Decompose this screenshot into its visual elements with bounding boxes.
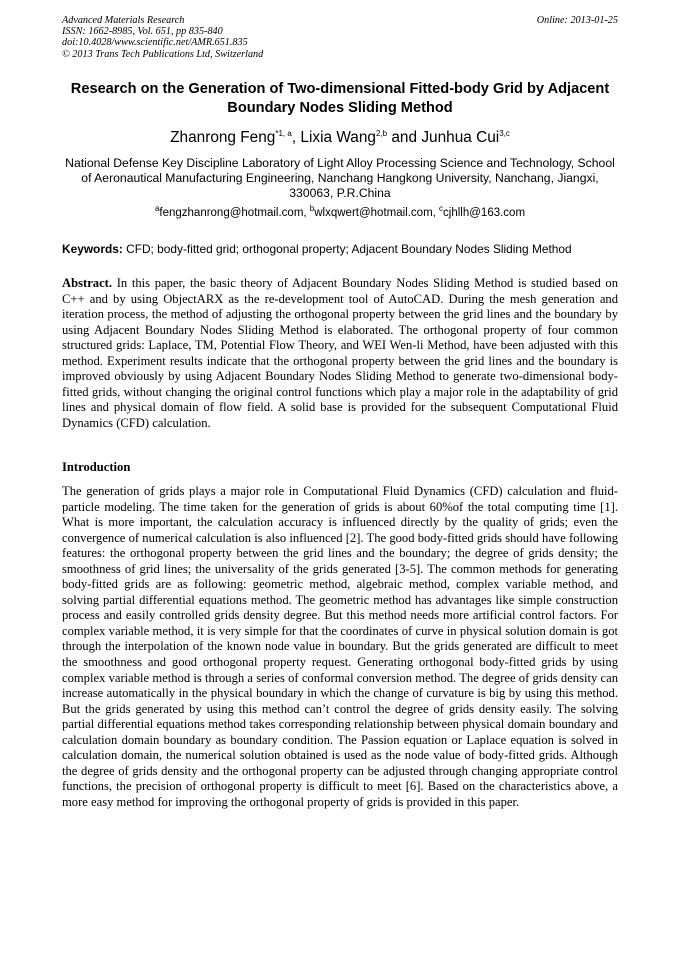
keywords-label: Keywords: [62, 242, 123, 256]
email-separator: , [303, 207, 310, 219]
email-address[interactable]: cjhllh@163.com [443, 207, 526, 219]
author-affil-marker: 3,c [499, 128, 510, 138]
keywords-text: CFD; body-fitted grid; orthogonal property; Adjacent Boundary Nodes Sliding Method [126, 242, 572, 256]
online-date: Online: 2013-01-25 [536, 15, 618, 26]
email-address[interactable]: wlxqwert@hotmail.com [314, 207, 433, 219]
author-separator: and [387, 129, 422, 146]
keywords [62, 242, 618, 257]
journal-name: Advanced Materials Research [62, 15, 185, 26]
email-marker: c [439, 204, 444, 214]
email-list [62, 206, 618, 221]
author-name: Zhanrong Feng [170, 129, 276, 146]
copyright-line: © 2013 Trans Tech Publications Ltd, Switzerland [62, 48, 264, 60]
affiliation: National Defense Key Discipline Laboratory of Light Alloy Processing Science and Technology, School of Aeronautical Manufacturing Engineering, Nanchang Hangkong University, Nanchang, Jiangxi, 330063, P.R.China [65, 156, 615, 201]
introduction-body: The generation of grids plays a major role in Computational Fluid Dynamics (CFD) calculation and fluid-particle modeling. The time taken for the generation of grids is about 60%of the total computing time [1]. What is more important, the calculation accuracy is influenced directly by the quality of grids; even the convergence of numerical calculation is also influenced [2]. The good body-fitted grids should have following features: the orthogonal property between the grid lines and the boundary; the degree of grids density; the smoothness of grid lines; the universality of the grids generated [3-5]. The common methods for generating body-fitted grids are as following: geometric method, algebraic method, complex variable method, and solving partial differential equations method. The geometric method has advantages like simple construction process and easily controlled grids density degree. But this method needs more artificial control factors. For complex variable method, it is very simple for that the coordinates of curve in physical solution domain is got through the interpolation of the known node value in boundary. But the grids generated are difficult to meet the smoothness and good orthogonal property request. Generating orthogonal body-fitted grids by using complex variable method is through a series of conformal conversion method. The degree of grids density can increase automatically in the physical boundary in which the change of curvature is big by using this method. But the grids generated by using this method can’t control the degree of grids density easily. The solving partial differential equations method takes corresponding relationship between physical domain boundary and calculation domain boundary as boundary condition. The Passion equation or Laplace equation is solved in calculation domain, the numerical solution obtained is used as the node value of body-fitted grids. Although the degree of grids density and the orthogonal property can be adjusted through changing appropriate control functions, the precision of orthogonal property is difficult to meet [6]. Based on the characteristics above, a more easy method for improving the orthogonal property of grids is provided in this paper. [62, 484, 618, 809]
doi-line: doi:10.4028/www.scientific.net/AMR.651.835 [62, 37, 248, 49]
journal-header [62, 15, 618, 60]
introduction-heading: Introduction [62, 460, 131, 474]
author-separator: , [291, 129, 301, 146]
author-list [62, 128, 618, 148]
email-separator: , [432, 207, 440, 219]
abstract [62, 276, 618, 431]
author-name: Junhua Cui [421, 129, 500, 146]
email-address[interactable]: fengzhanrong@hotmail.com [159, 207, 304, 219]
email-marker: b [309, 204, 315, 214]
abstract-text: In this paper, the basic theory of Adjacent Boundary Nodes Sliding Method is studied based on C++ and by using ObjectARX as the re-development tool of AutoCAD. During the mesh generation and iteration process, the method of adjusting the orthogonal property between the grid lines and the boundary by using Adjacent Boundary Nodes Sliding Method is elaborated. The orthogonal property of four common structured grids: Laplace, TM, Potential Flow Theory, and WEI Wen-li Method, have been adjusted with this method. Experiment results indicate that the orthogonal property between the grid lines and the boundary is improved obviously by using Adjacent Boundary Nodes Sliding Method to generate two-dimensional body-fitted grids, without changing the original control functions which play a major role in the adaptability of grid lines and physical domain of flow field. A solid base is provided for the subsequent Computational Fluid Dynamics (CFD) calculation. [62, 276, 618, 430]
author-affil-marker: 2,b [375, 128, 388, 138]
email-marker: a [154, 204, 160, 214]
issn-line: ISSN: 1662-8985, Vol. 651, pp 835-840 [62, 26, 223, 38]
author-affil-marker: *1, a [275, 128, 292, 138]
author-name: Lixia Wang [300, 129, 376, 146]
abstract-label: Abstract. [62, 276, 113, 290]
paper-title: Research on the Generation of Two-dimensional Fitted-body Grid by Adjacent Boundary Nodes Sliding Method [70, 81, 610, 116]
